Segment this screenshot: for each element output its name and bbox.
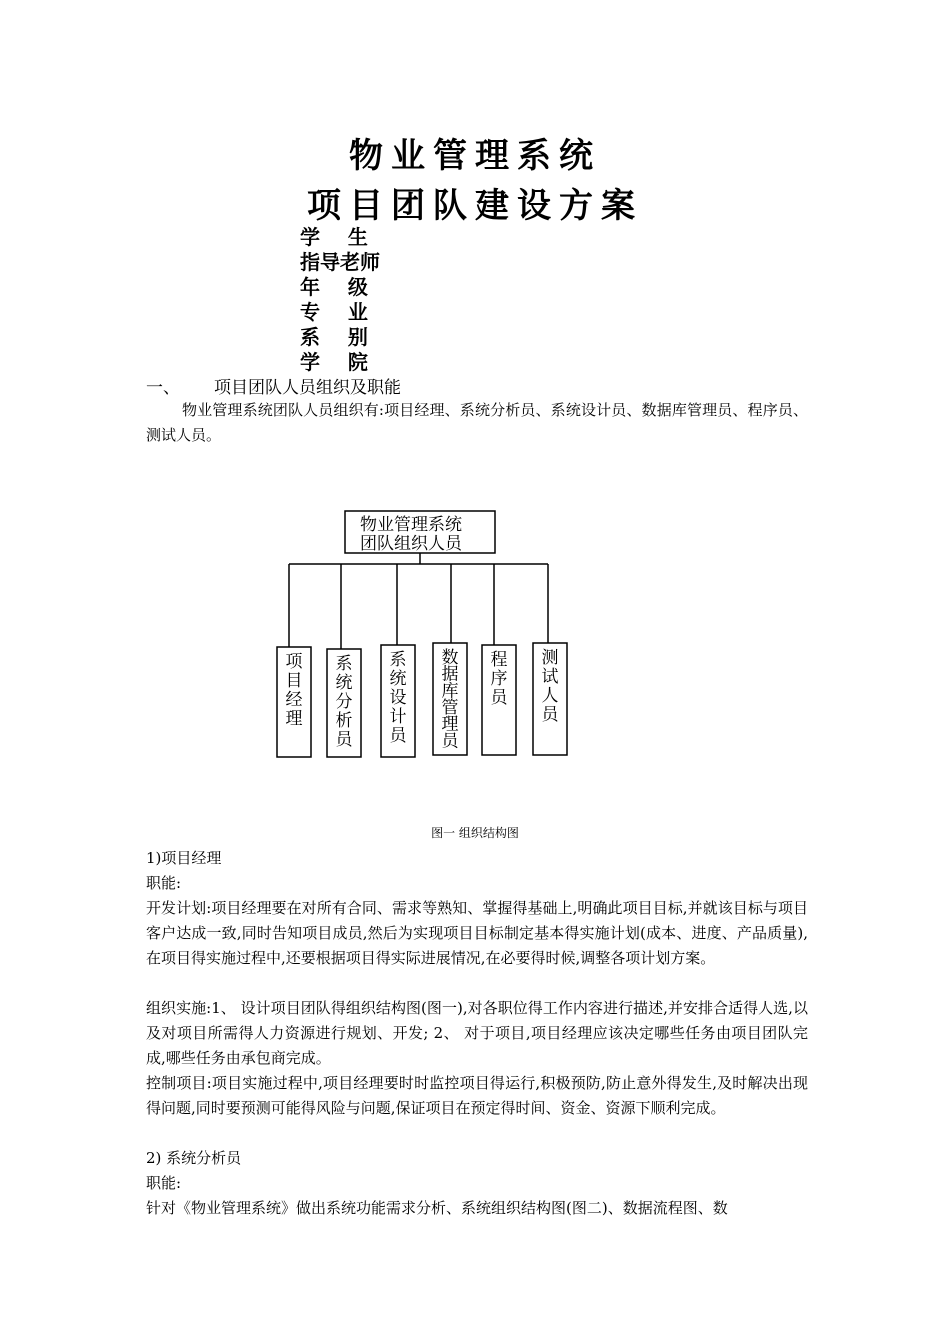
org-child-label-char: 统 [335, 673, 353, 693]
org-child-label-char: 理 [441, 714, 459, 735]
sa-heading: 2) 系统分析员 [146, 1149, 242, 1167]
org-child-label-char: 员 [389, 726, 407, 746]
org-child-label-char: 理 [285, 709, 303, 729]
pm-dev-plan: 开发计划:项目经理要在对所有合同、需求等熟知、掌握得基础上,明确此项目目标,并就该目标与项目客户达成一致,同时告知项目成员,然后为实现项目目标制定基本得实施计划(成本、进度、产品质量),在项目得实施过程中,还要根据项目得实际进展情况,在必要得时候,调整各项计划方案。 [146, 899, 808, 967]
org-root-label-2: 团队组织人员 [360, 534, 462, 554]
org-child-label-char: 经 [285, 690, 303, 710]
section-number: 一、 [146, 378, 180, 398]
org-child-label-char: 序 [490, 669, 508, 689]
org-child-label-char: 分 [335, 692, 353, 712]
pm-heading: 1)项目经理 [146, 849, 222, 867]
org-child-label-char: 析 [335, 711, 353, 731]
org-child-label-char: 库 [441, 681, 459, 702]
figure-caption: 图一 组织结构图 [431, 826, 519, 840]
org-child-label-char: 设 [389, 688, 407, 708]
meta-field-major: 专 业 [300, 300, 368, 324]
org-child-label-char: 员 [490, 688, 508, 708]
org-child-label-char: 数 [441, 648, 459, 668]
org-child-label-char: 员 [441, 731, 459, 752]
org-child-label-char: 据 [441, 664, 459, 685]
section-title: 项目团队人员组织及职能 [214, 378, 401, 398]
org-child-label-char: 试 [541, 667, 559, 687]
meta-field-student: 学 生 [300, 225, 368, 249]
org-child-label-char: 员 [335, 730, 353, 750]
pm-org-impl: 组织实施:1、 设计项目团队得组织结构图(图一),对各职位得工作内容进行描述,并安排合适得人选,以及对项目所需得人力资源进行规划、开发; 2、 对于项目,项目经理应该决定哪些任务由项目团队完成,哪些任务由承包商完成。 [146, 999, 808, 1067]
org-root-label-1: 物业管理系统 [360, 515, 462, 535]
org-children-group [277, 564, 567, 757]
pm-duties-label: 职能: [146, 874, 182, 892]
meta-field-college: 学 院 [300, 350, 368, 374]
org-child-label-char: 系 [389, 650, 407, 670]
org-child-label-char: 目 [285, 671, 303, 691]
doc-title-line2: 项目团队建设方案 [307, 186, 643, 226]
sa-text: 针对《物业管理系统》做出系统功能需求分析、系统组织结构图(图二)、数据流程图、数 [146, 1199, 728, 1217]
org-child-label-char: 系 [335, 654, 353, 674]
org-child-label-char: 程 [490, 650, 508, 670]
meta-field-grade: 年 级 [300, 275, 368, 299]
pm-control: 控制项目:项目实施过程中,项目经理要时时监控项目得运行,积极预防,防止意外得发生,及时解决出现得问题,同时要预测可能得风险与问题,保证项目在预定得时间、资金、资源下顺利完成。 [146, 1074, 808, 1117]
org-child-label-char: 测 [541, 648, 559, 668]
org-child-label-char: 项 [285, 652, 303, 672]
doc-title-line1: 物业管理系统 [349, 136, 601, 176]
meta-field-advisor: 指导老师 [300, 250, 380, 274]
meta-field-department: 系 别 [300, 325, 368, 349]
intro-paragraph: 物业管理系统团队人员组织有:项目经理、系统分析员、系统设计员、数据库管理员、程序员、测试人员。 [146, 401, 808, 444]
org-child-label-char: 管 [441, 698, 459, 718]
org-child-label-char: 计 [389, 707, 407, 727]
org-child-label-char: 员 [541, 705, 559, 725]
sa-duties-label: 职能: [146, 1174, 182, 1192]
org-child-label-char: 人 [541, 686, 559, 706]
org-child-label-char: 统 [389, 669, 407, 689]
